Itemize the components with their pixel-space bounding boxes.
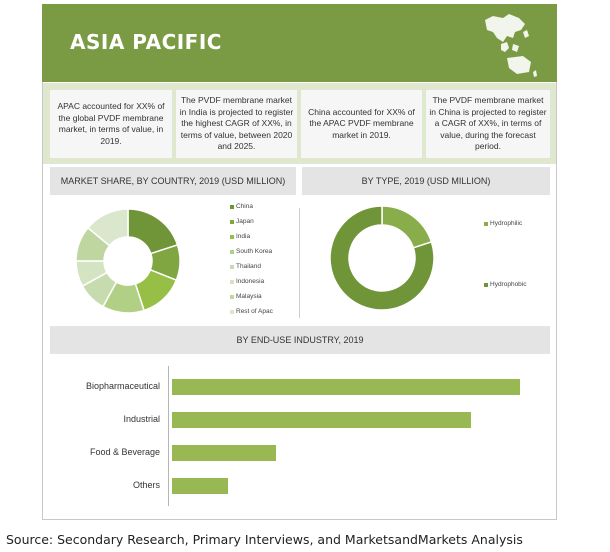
legend-swatch [230,310,234,314]
country-legend [230,203,290,318]
legend-item-south-korea [230,248,272,255]
legend-label: Malaysia [236,293,262,300]
legend-label: Hydrophobic [490,281,527,288]
fact-china-share: China accounted for XX% of the APAC PVDF membrane market in 2019. [301,90,422,158]
legend-label: India [236,233,251,240]
bar-label-biopharmaceutical: Biopharmaceutical [85,381,160,391]
type-legend [484,220,554,300]
legend-swatch [230,280,234,284]
slice-hydrophilic [382,206,431,248]
legend-item-china [230,203,253,210]
legend-label: Indonesia [236,278,265,285]
legend-swatch [230,295,234,299]
legend-swatch [230,265,234,269]
banner-title: ASIA PACIFIC [70,30,222,54]
legend-item-malaysia [230,293,262,300]
bar-label-others: Others [132,480,160,490]
type-title: BY TYPE, 2019 (USD MILLION) [302,167,550,195]
enduse-title: BY END-USE INDUSTRY, 2019 [50,326,550,354]
chart-divider [299,208,300,318]
legend-item-hydrophilic [484,220,522,227]
country-share-title: MARKET SHARE, BY COUNTRY, 2019 (USD MILLION) [50,167,296,195]
type-donut-chart [328,204,436,312]
bar-label-food-beverage: Food & Beverage [89,447,160,457]
bar-chart-axis [168,366,169,506]
bar-others [172,478,228,494]
fact-india-cagr: The PVDF membrane market in India is projected to register the highest CAGR of XX%, in terms of value, between 2020 and 2025. [176,90,297,158]
asia-pacific-map-icon [479,10,539,78]
fact-china-cagr: The PVDF membrane market in China is projected to register a CAGR of XX%, in terms of value, during the forecast period. [426,90,550,158]
legend-label: Hydrophilic [490,220,523,227]
legend-item-rest-of-apac [230,308,273,315]
legend-label: China [236,203,253,210]
legend-swatch [230,220,234,224]
legend-item-japan [230,218,254,225]
legend-label: Rest of Apac [236,308,273,315]
legend-item-hydrophobic [484,281,527,288]
legend-label: Japan [236,218,254,225]
legend-label: Thailand [236,263,261,270]
legend-swatch [230,250,234,254]
source-note: Source: Secondary Research, Primary Interviews, and MarketsandMarkets Analysis [6,532,523,547]
region-banner [42,4,557,82]
country-donut-chart [70,203,186,319]
legend-swatch [484,283,488,287]
legend-swatch [230,235,234,239]
legend-item-thailand [230,263,261,270]
fact-apac-share: APAC accounted for XX% of the global PVDF membrane market, in terms of value, in 2019. [50,90,172,158]
bar-label-industrial: Industrial [123,414,160,424]
bar-biopharmaceutical [172,379,520,395]
legend-swatch [484,222,488,226]
bar-industrial [172,412,471,428]
legend-item-indonesia [230,278,264,285]
legend-label: South Korea [236,248,273,255]
legend-item-india [230,233,250,240]
legend-swatch [230,205,234,209]
bar-food-beverage [172,445,276,461]
